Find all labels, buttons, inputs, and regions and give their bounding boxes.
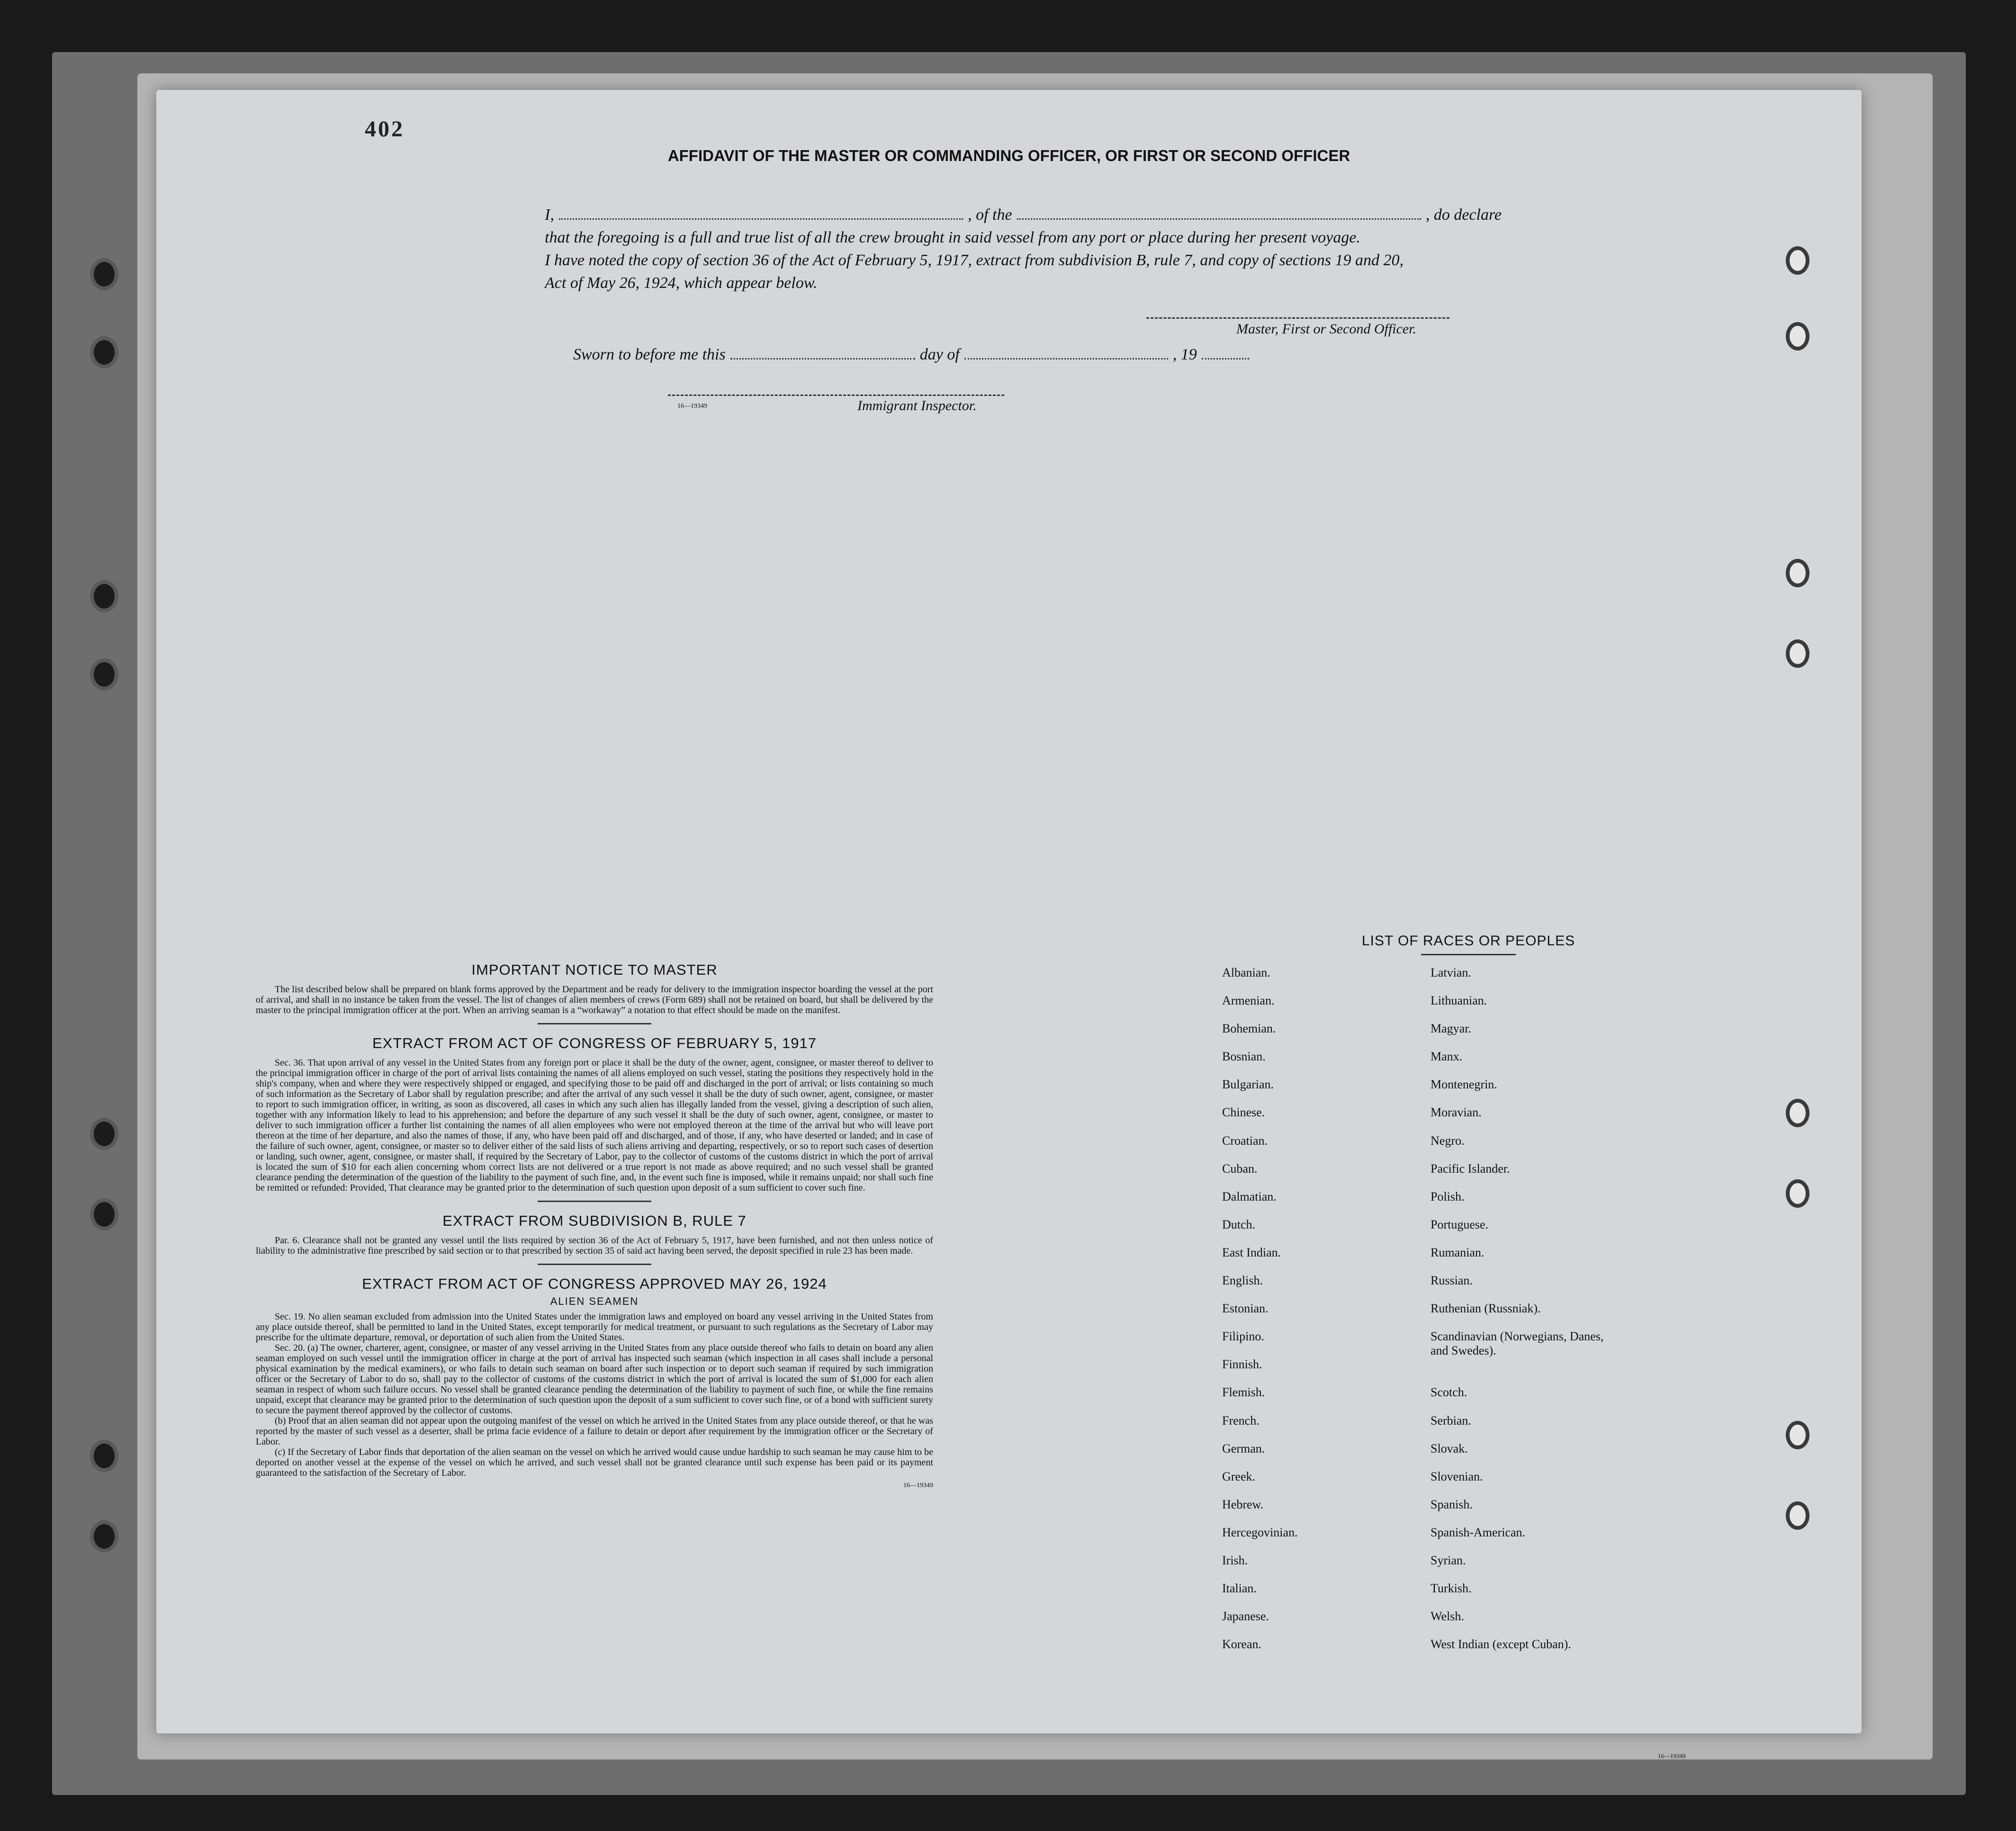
sworn-label: Sworn to before me this	[573, 346, 726, 363]
race-item: Magyar.	[1431, 1022, 1471, 1036]
races-title: LIST OF RACES OR PEOPLES	[1361, 933, 1575, 949]
affidavit-i: I,	[545, 206, 554, 224]
binder-hole	[90, 1198, 118, 1230]
race-item: Croatian.	[1222, 1133, 1268, 1148]
race-item: Pacific Islander.	[1431, 1161, 1510, 1176]
name-blank[interactable]	[559, 205, 963, 220]
year-blank[interactable]	[1202, 345, 1249, 359]
race-item: Finnish.	[1222, 1357, 1262, 1372]
affidavit-of-the: , of the	[968, 206, 1012, 224]
page-hole	[1786, 322, 1809, 350]
race-item: Estonian.	[1222, 1301, 1269, 1316]
divider	[538, 1264, 651, 1265]
races-column-2	[1431, 966, 1625, 1665]
race-item: Flemish.	[1222, 1385, 1265, 1400]
race-item: Polish.	[1431, 1189, 1465, 1203]
affidavit-line-4: Act of May 26, 1924, which appear below.	[545, 274, 818, 292]
race-item: Negro.	[1431, 1133, 1465, 1148]
affidavit-body	[545, 204, 1502, 295]
race-item: Russian.	[1431, 1274, 1473, 1288]
master-signature-label: Master, First or Second Officer.	[1236, 321, 1416, 337]
sec-20c-text: (c) If the Secretary of Labor finds that deportation of the alien seaman on the vessel on which he arrived would cause undue hardship to such seaman he may cause him to be deported on another vessel at the expense of the vessel on which he arrived, and such vessel shall not be granted clearance until such expense has been paid or its payment guaranteed to the satisfaction of the Secretary of Labor.	[256, 1447, 933, 1478]
race-item: Dutch.	[1222, 1217, 1256, 1231]
binder-hole	[90, 580, 118, 612]
race-item: Portuguese.	[1431, 1217, 1489, 1231]
race-item: German.	[1222, 1441, 1265, 1455]
regulations-column	[227, 961, 962, 1490]
page-hole	[1786, 639, 1809, 668]
race-item: Montenegrin.	[1431, 1077, 1497, 1092]
affidavit-do-declare: , do declare	[1425, 206, 1502, 224]
master-signature-line[interactable]	[1146, 317, 1449, 319]
alien-seamen-subtitle: ALIEN SEAMEN	[550, 1295, 639, 1307]
binder-hole	[90, 336, 118, 368]
form-number: 16—19349	[1658, 1752, 1686, 1759]
page-hole	[1786, 1421, 1809, 1449]
race-item: East Indian.	[1222, 1245, 1281, 1259]
page-hole	[1786, 559, 1809, 587]
race-item: Latvian.	[1431, 966, 1471, 979]
race-item: French.	[1222, 1413, 1260, 1427]
race-item: Filipino.	[1222, 1329, 1264, 1344]
document-page	[156, 90, 1862, 1759]
race-item: Armenian.	[1222, 994, 1275, 1008]
divider	[538, 1023, 651, 1024]
races-list	[1208, 933, 1729, 1759]
page-hole	[1786, 246, 1809, 275]
binder-hole	[90, 1118, 118, 1150]
binder-hole	[90, 658, 118, 691]
year-label: , 19	[1172, 346, 1197, 363]
day-of-label: day of	[919, 346, 960, 363]
race-item: Chinese.	[1222, 1105, 1265, 1120]
affidavit-line-2: that the foregoing is a full and true list of all the crew brought in said vessel from any port or place during her present voyage.	[545, 229, 1360, 246]
notice-text: The list described below shall be prepared on blank forms approved by the Department and be ready for delivery to the immigration inspector boarding the vessel at the port of arrival, and shall in no instance be taken from the vessel. The list of changes of alien members of crews (Form 689) shall not be retained on board, but shall be delivered by the master to the principal immigration officer at the port. When an arriving seaman is a “workaway” a notation to that effect should be made on the manifest.	[256, 984, 933, 1015]
race-item: English.	[1222, 1274, 1263, 1288]
page-hole	[1786, 1099, 1809, 1127]
race-item: Ruthenian (Russniak).	[1431, 1301, 1541, 1316]
extract-1924-title: EXTRACT FROM ACT OF CONGRESS APPROVED MAY 26, 1924	[362, 1275, 827, 1292]
race-item: Dalmatian.	[1222, 1189, 1277, 1203]
page-hole	[1786, 1501, 1809, 1530]
divider	[1421, 954, 1516, 955]
race-item: Hercegovinian.	[1222, 1525, 1298, 1539]
race-item: Spanish.	[1431, 1497, 1473, 1511]
binder-hole	[90, 1520, 118, 1553]
race-item: Bosnian.	[1222, 1050, 1266, 1064]
race-item: Slovak.	[1431, 1441, 1468, 1455]
inspector-signature-line[interactable]	[668, 395, 1004, 396]
binder-hole	[90, 1440, 118, 1472]
binder-hole	[90, 258, 118, 290]
race-item: Slovenian.	[1431, 1469, 1483, 1483]
race-item: Italian.	[1222, 1581, 1257, 1596]
affidavit-line-3: I have noted the copy of section 36 of the Act of February 5, 1917, extract from subdivision B, rule 7, and copy of sections 19 and 20,	[545, 251, 1404, 269]
race-item: Cuban.	[1222, 1161, 1258, 1176]
race-item: Serbian.	[1431, 1413, 1471, 1427]
inspector-label: Immigrant Inspector.	[857, 398, 977, 413]
subdivision-b-title: EXTRACT FROM SUBDIVISION B, RULE 7	[442, 1212, 747, 1229]
page-number: 402	[365, 117, 405, 142]
page-hole	[1786, 1179, 1809, 1208]
vessel-blank[interactable]	[1017, 205, 1421, 220]
race-item: Turkish.	[1431, 1581, 1472, 1596]
sec-20a-text: Sec. 20. (a) The owner, charterer, agent, consignee, or master of any vessel arriving in the United States from any place outside thereof who fails to detain on board any alien seaman employed on such vessel until the immigration officer in charge at the port of arrival has inspected such seaman (which inspection in all cases shall include a personal physical examination by the medical examiners), or who fails to detain such seaman on board after such inspection or to deport such seaman if required by such immigration officer or the Secretary of Labor to do so, shall pay to the collector of customs of the customs district in which the port of arrival is located the sum of $1,000 for each alien seaman in respect of whom such failure occurs. No vessel shall be granted clearance pending the determination of the liability to payment of such fine, or while the fine remains unpaid, except that clearance may be granted prior to the determination of such question upon the deposit of a sum sufficient to cover such fine, or of a bond with sufficient surety to secure the payment thereof approved by the collector of customs.	[256, 1343, 933, 1416]
sworn-date-blank[interactable]	[730, 345, 915, 359]
race-item: Bulgarian.	[1222, 1077, 1274, 1092]
extract-1917-title: EXTRACT FROM ACT OF CONGRESS OF FEBRUARY 5, 1917	[372, 1035, 817, 1051]
race-item: Irish.	[1222, 1553, 1248, 1567]
race-item: Scotch.	[1431, 1385, 1467, 1400]
month-blank[interactable]	[964, 345, 1168, 359]
race-item: Albanian.	[1222, 966, 1270, 979]
race-item: Manx.	[1431, 1050, 1463, 1064]
form-number: 16—19349	[903, 1482, 933, 1489]
race-item: Moravian.	[1431, 1105, 1482, 1120]
race-item: Welsh.	[1431, 1609, 1464, 1624]
form-number: 16—19349	[677, 403, 707, 410]
race-item: Bohemian.	[1222, 1022, 1276, 1036]
sworn-row	[573, 345, 1255, 364]
race-item: Lithuanian.	[1431, 994, 1487, 1008]
race-item: Spanish-American.	[1431, 1525, 1526, 1539]
race-item: Korean.	[1222, 1637, 1262, 1651]
sec-36-text: Sec. 36. That upon arrival of any vessel in the United States from any foreign port or place it shall be the duty of the owner, agent, consignee, or master thereof to deliver to the principal immigration officer in charge of the port of arrival lists containing the names of all aliens employed on such vessel, stating the positions they respectively hold in the ship's company, when and where they were respectively shipped or engaged, and specifying those to be paid off and discharged in the port of arrival; or lists containing so much of such information as the Secretary of Labor shall by regulation prescribe; and after the arrival of any such vessel it shall be the duty of such owner, agent, consignee, or master to report to such immigration officer, in writing, as soon as discovered, all cases in which any such alien has illegally landed from the vessel, giving a description of such alien, together with any information likely to lead to his apprehension; and before the departure of any such vessel it shall be the duty of such owner, agent, consignee, or master to deliver to such immigration officer a further list containing the names of all alien employees who were not employed thereon at the time of the arrival but who will leave port thereon at the time of her departure, and also the names of those, if any, who have been paid off and discharged, and of those, if any, who have deserted or landed; and in case of the failure of such owner, agent, consignee, or master so to deliver either of the said lists of such aliens arriving and departing, respectively, or so to report such cases of desertion or landing, such owner, agent, consignee, or master shall, if required by the Secretary of Labor, pay to the collector of customs of the customs district in which the port of arrival is located the sum of $10 for each alien concerning whom correct lists are not delivered or a true report is not made as above required; and no such vessel shall be granted clearance pending the determination of the question of the liability to the payment of such fine, and, in the event such fine is imposed, while it remains unpaid; nor shall such fine be remitted or refunded: Provided, That clearance may be granted prior to the determination of such question upon deposit of a sum sufficient to cover such fine.	[256, 1058, 933, 1193]
race-item: Greek.	[1222, 1469, 1256, 1483]
race-item: Hebrew.	[1222, 1497, 1264, 1511]
race-item: West Indian (except Cuban).	[1431, 1637, 1571, 1651]
race-item: Rumanian.	[1431, 1245, 1485, 1259]
divider	[538, 1201, 651, 1202]
sec-20b-text: (b) Proof that an alien seaman did not appear upon the outgoing manifest of the vessel on which he arrived in the United States from any place outside thereof, or that he was reported by the master of such vessel as a deserter, shall be prima facie evidence of a failure to detain or deport after requirement by the immigration officer or the Secretary of Labor.	[256, 1416, 933, 1447]
affidavit-title: AFFIDAVIT OF THE MASTER OR COMMANDING OFFICER, OR FIRST OR SECOND OFFICER	[667, 147, 1350, 164]
races-column-1	[1222, 966, 1416, 1665]
race-item: Japanese.	[1222, 1609, 1269, 1624]
race-item: Syrian.	[1431, 1553, 1466, 1567]
sec-19-text: Sec. 19. No alien seaman excluded from admission into the United States under the immigration laws and employed on board any vessel arriving in the United States from any place outside thereof, shall be permitted to land in the United States, except temporarily for medical treatment, or pursuant to such regulations as the Secretary of Labor may prescribe for the ultimate departure, removal, or deportation of such alien from the United States.	[256, 1311, 933, 1343]
par-6-text: Par. 6. Clearance shall not be granted any vessel until the lists required by section 36 of the Act of February 5, 1917, have been furnished, and not then unless notice of liability to the administrative fine prescribed by said section or to that prescribed by section 35 of said act having been served, the deposit specified in rule 23 has been made.	[256, 1235, 933, 1256]
notice-title: IMPORTANT NOTICE TO MASTER	[471, 961, 718, 978]
race-item: Scandinavian (Norwegians, Danes, and Swedes).	[1431, 1329, 1604, 1358]
